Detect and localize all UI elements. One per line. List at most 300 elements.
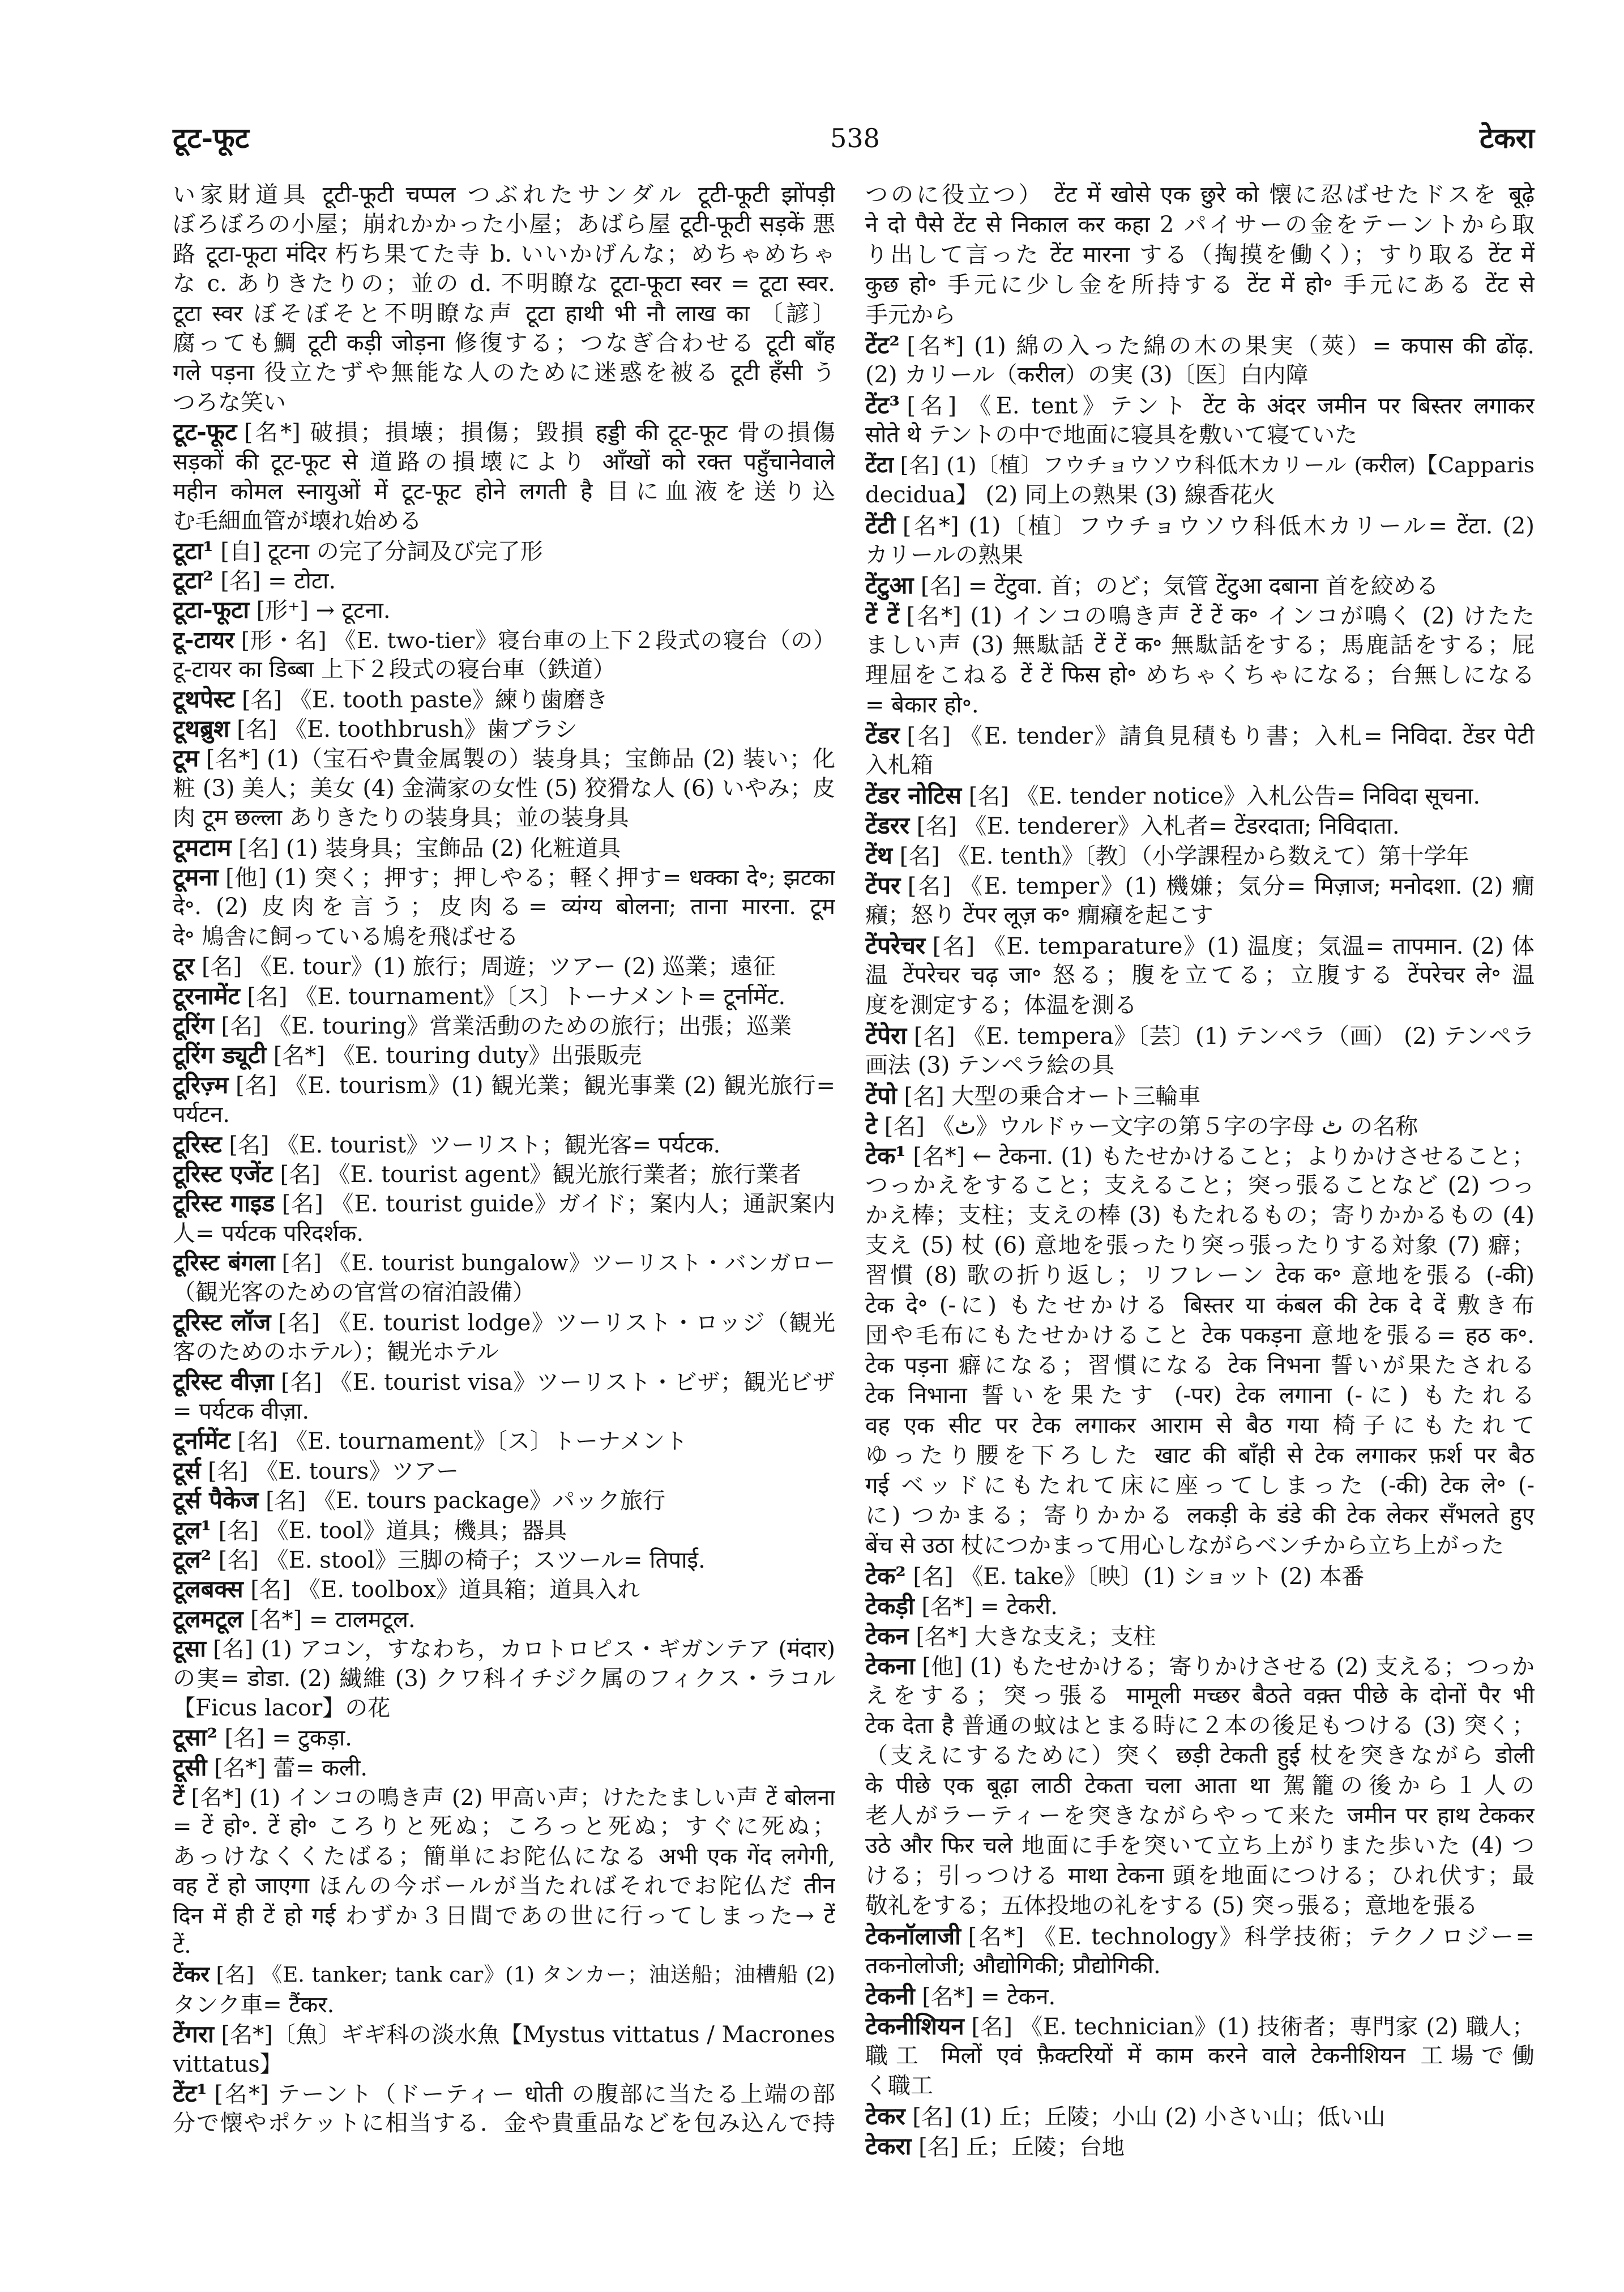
entry-line: [865, 1831, 1535, 1861]
entry-line: [865, 660, 1535, 690]
dictionary-entry: [865, 1021, 1535, 1081]
dictionary-entry: [865, 1651, 1535, 1921]
entry-text: [自] टूटना の完了分詞及び完了形: [220, 538, 543, 565]
entry-line: [865, 1681, 1535, 1711]
entry-line: [173, 655, 835, 684]
entry-line: [173, 1278, 835, 1307]
dictionary-entry: [865, 2131, 1535, 2161]
entry-line: [865, 1531, 1535, 1561]
dictionary-entry: [865, 1561, 1535, 1591]
entry-text: [名*] 《E. technology》科学技術；テクノロジー=: [968, 1924, 1535, 1950]
entry-line: [173, 1130, 835, 1159]
entry-line: [173, 299, 835, 328]
entry-text: 粧 (3) 美人；美女 (4) 金満家の女性 (5) 狡猾な人 (6) いやみ；皮: [173, 775, 835, 801]
entry-line: [865, 1051, 1535, 1081]
entry-line: [865, 390, 1535, 420]
entry-line: [865, 1711, 1535, 1741]
entry-line: [865, 1021, 1535, 1051]
entry-line: [865, 690, 1535, 720]
entry-text: ましい声 (3) 無駄話 टें टें क॰ 無駄話をする；馬鹿話をする；屁: [865, 632, 1535, 658]
entry-text: 客のためのホテル）；観光ホテル: [173, 1339, 499, 1365]
entry-text: ける；引っつける माथा टेकना 頭を地面につける；ひれ伏す；最: [865, 1863, 1535, 1889]
entry-line: [865, 1231, 1535, 1261]
dictionary-entry: [865, 810, 1535, 840]
entry-text: [名] 大型の乗合オート三輪車: [904, 1083, 1201, 1109]
entry-text: महीन कोमल स्नायुओं में टूट-फूट होने लगती है 目に血液を送り込: [173, 478, 835, 505]
entry-text: 職工 मिलों एवं फ़ैक्टरियों में काम करने वाले टेकनीशियन 工場で働: [865, 2043, 1535, 2069]
headword: टेकनी: [865, 1982, 915, 2010]
dictionary-entry: [865, 570, 1535, 600]
entry-text: = बेकार हो॰.: [865, 692, 979, 718]
entry-text: 度を測定する；体温を測る: [865, 992, 1137, 1018]
dictionary-entry: [865, 720, 1535, 780]
entry-line: [173, 566, 835, 595]
dictionary-entry: [865, 1621, 1535, 1651]
dictionary-entry: [865, 1591, 1535, 1621]
headword: टूम: [173, 744, 199, 772]
dictionary-entry: [173, 1545, 835, 1574]
entry-text: えをする；突っ張る मामूली मच्छर बैठते वक़्त पीछे के दोनों पैर भी: [865, 1683, 1535, 1709]
headword: टेंपरेचर: [865, 932, 926, 959]
page-number: 538: [830, 123, 880, 153]
entry-text: [名] 《E. toothbrush》歯ブラシ: [237, 716, 578, 743]
dictionary-entry: [173, 1456, 835, 1486]
entry-text: [名] 《ٹ》ウルドゥー文字の第５字の字母 ٹ の名称: [884, 1113, 1418, 1139]
entry-line: [865, 1651, 1535, 1681]
entry-text: उठे और फिर चले 地面に手を突いて立ち上がりまた歩いた (4) つ: [865, 1833, 1535, 1859]
dictionary-entry: [173, 1574, 835, 1604]
headword: टेंडरर: [865, 812, 909, 839]
headword: टेकड़ी: [865, 1592, 914, 1620]
headword: टूट-फूट: [173, 418, 237, 446]
entry-line: [173, 240, 835, 269]
entry-text: [他] (1) 突く；押す；押しやる；軽く押す= धक्का दे॰; झटका: [225, 864, 835, 891]
entry-text: あっけなくくたばる；簡単にお陀仏になる अभी एक गेंद लगेगी,: [173, 1843, 835, 1870]
entry-line: [865, 180, 1535, 210]
entry-text: タンク車= टैंकर.: [173, 1991, 335, 2018]
dictionary-entry: [865, 931, 1535, 1021]
entry-text: の実= डोडा. (2) 繊維 (3) クワ科イチジク属のフィクス・ラコル: [173, 1665, 835, 1692]
dictionary-entry: [173, 1634, 835, 1723]
headword: टूल²: [173, 1545, 212, 1573]
entry-text: [名] 《E. technician》(1) 技術者；専門家 (2) 職人；: [971, 2014, 1535, 2040]
headword: टेंटी: [865, 511, 896, 539]
entry-text: （支えにするために）突く छड़ी टेकती हुई 杖を突きながら डोली: [865, 1743, 1535, 1769]
entry-line: [173, 1842, 835, 1871]
headword: टेकर: [865, 2102, 905, 2130]
headword: टूरिंग ड्यूटी: [173, 1041, 267, 1069]
entry-text: गले पड़ना 役立たずや無能な人のために迷惑を被る टूटी हँसी う: [173, 360, 835, 386]
dictionary-entry: [865, 870, 1535, 931]
entry-line: [865, 1111, 1535, 1141]
entry-line: [173, 892, 835, 921]
entry-text: 習慣 (8) 歌の折り返し；リフレーン टेक क॰ 意地を張る (-की): [865, 1262, 1535, 1288]
entry-line: [173, 1426, 835, 1456]
headword: टूमटाम: [173, 833, 232, 861]
headword: टूसा²: [173, 1723, 217, 1752]
entry-line: [173, 803, 835, 833]
entry-text: [名] 《E. tourist visa》ツーリスト・ビザ；観光ビザ: [280, 1369, 835, 1395]
entry-line: [865, 1921, 1535, 1951]
entry-text: [名] 《E. tour》(1) 旅行；周遊；ツアー (2) 巡業；遠征: [201, 954, 776, 980]
entry-line: [173, 1901, 835, 1931]
entry-text: गई ベッドにもたれて床に座ってしまった (-की) टेक ले॰ (-: [865, 1472, 1535, 1499]
entry-line: [173, 210, 835, 239]
dictionary-entry: [173, 714, 835, 744]
entry-line: [173, 625, 835, 655]
dictionary-entry: [173, 863, 835, 951]
entry-text: [名*] ← टेकना. (1) もたせかけること；よりかけさせること；: [913, 1143, 1535, 1170]
entry-line: [173, 2079, 835, 2109]
entry-text: [形・名] 《E. two-tier》寝台車の上下２段式の寝台（の）: [241, 628, 835, 654]
dictionary-entry: [865, 390, 1535, 450]
headword: टेकनॉलाजी: [865, 1922, 961, 1950]
entry-line: [173, 1337, 835, 1367]
dictionary-entry: [865, 1141, 1535, 1561]
dictionary-entry: [173, 595, 835, 625]
entry-text: [名] (1) 丘；丘陵；小山 (2) 小さい山；低い山: [912, 2104, 1386, 2130]
entry-text: 入札箱: [865, 752, 933, 778]
entry-line: [865, 1381, 1535, 1411]
entry-line: [865, 630, 1535, 660]
headword: टूटा¹: [173, 536, 213, 565]
entry-line: [173, 1723, 835, 1752]
dictionary-entry: [173, 1604, 835, 1634]
headword: टेंटुआ: [865, 571, 914, 599]
entry-text: [名] 《E. tender notice》入札公告= निविदा सूचना.: [968, 783, 1481, 809]
entry-line: [865, 210, 1535, 240]
entry-text: दिन में ही टें हो गई わずか３日間であの世に行ってしまった→ टें: [173, 1902, 835, 1929]
dictionary-entry: [173, 180, 835, 417]
entry-text: [名] 《E. temper》(1) 機嫌；気分= मिज़ाज; मनोदशा. (2) 癇: [907, 873, 1535, 899]
entry-line: [865, 840, 1535, 870]
dictionary-entry: [173, 833, 835, 863]
entry-line: [865, 1321, 1535, 1351]
entry-text: [名*] (1) インコの鳴き声 टें टें क॰ インコが鳴く (2) けたた: [906, 603, 1535, 629]
running-head-left: टूट-फूट: [173, 121, 249, 155]
entry-line: [173, 744, 835, 773]
entry-line: [865, 931, 1535, 961]
headword: टूर्नामेंट: [173, 1427, 230, 1455]
dictionary-entry: [173, 2079, 835, 2139]
entry-text: पर्यटन.: [173, 1102, 230, 1128]
entry-line: [173, 951, 835, 981]
headword: टूथपेस्ट: [173, 685, 235, 713]
entry-text: [名] 《E. tourist guide》ガイド；案内人；通訳案内: [281, 1191, 835, 1218]
entry-line: [173, 388, 835, 417]
dictionary-entry: [173, 981, 835, 1011]
entry-line: [173, 447, 835, 477]
entry-line: [173, 1248, 835, 1278]
entry-text: [名*] = टेकन.: [922, 1984, 1056, 2010]
entry-text: 老人がラーティーを突きながらやって来た जमीन पर हाथ टेककर: [865, 1803, 1535, 1829]
entry-text: 温 टेंपरेचर चढ़ जा॰ 怒る；腹を立てる；立腹する टेंपरेचर ले॰ 温: [865, 962, 1535, 988]
entry-line: [865, 540, 1535, 570]
entry-text: [名] 《E. touring》営業活動のための旅行；出張；巡業: [221, 1013, 792, 1039]
dictionary-entry: [173, 1130, 835, 1159]
dictionary-entry: [173, 625, 835, 685]
entry-line: [865, 1411, 1535, 1441]
entry-text: टेक देता है 普通の蚊はとまる時に２本の後足もつける (3) 突く；: [865, 1713, 1535, 1739]
headword: टूलबक्स: [173, 1575, 243, 1603]
headword: टेक¹: [865, 1142, 906, 1170]
entry-line: [865, 870, 1535, 900]
entry-text: [名] = टेंटुवा. 首；のど；気管 टेंटुआ दबाना 首を絞める: [920, 573, 1439, 599]
entry-line: [173, 1040, 835, 1070]
entry-text: [名] 《E. tourist》ツーリスト；観光客= पर्यटक.: [229, 1132, 721, 1158]
dictionary-entry: [865, 330, 1535, 390]
entry-text: [名] (1) 装身具；宝飾品 (2) 化粧道具: [238, 835, 621, 861]
entry-line: [865, 780, 1535, 810]
entry-text: टेक निभाना 誓いを果たす (-पर) टेक लगाना (-に) もたれる: [865, 1382, 1535, 1409]
entry-line: [173, 1931, 835, 1960]
entry-text: 腐っても鯛 टूटी कड़ी जोड़ना 修復する；つなぎ合わせる टूटी बाँह: [173, 330, 835, 356]
entry-line: [173, 1871, 835, 1901]
entry-text: く職工: [865, 2073, 933, 2099]
entry-text: ぼろぼろの小屋；崩れかかった小屋；あばら屋 टूटी-फूटी सड़कें 悪: [173, 211, 835, 238]
entry-text: 理屈をこねる टें टें फिस हो॰ めちゃくちゃになる；台無しになる: [865, 662, 1535, 688]
entry-line: [173, 774, 835, 803]
entry-line: [865, 240, 1535, 270]
entry-text: い家財道具 टूटी-फूटी चप्पल つぶれたサンダル टूटी-फूटी झोंपड़ी: [173, 182, 835, 208]
entry-line: [173, 685, 835, 714]
headword: टेंथ: [865, 842, 893, 869]
entry-line: [173, 1604, 835, 1634]
dictionary-entry: [865, 2101, 1535, 2131]
entry-line: [865, 1471, 1535, 1501]
entry-line: [173, 1100, 835, 1129]
entry-text: (2) カリール（करील）の実 (3)〔医〕白内障: [865, 362, 1309, 388]
dictionary-entry: [173, 951, 835, 981]
entry-text: [名] 《E. tent》テント टेंट के अंदर जमीन पर बिस्तर लगाकर: [907, 393, 1535, 419]
entry-text: [名*] 蕾= कली.: [214, 1755, 368, 1781]
entry-text: り出して言った टेंट मारना する（掏摸を働く）；すり取る टेंट में: [865, 242, 1535, 268]
entry-line: [173, 1960, 835, 1990]
headword: टेंपो: [865, 1082, 897, 1109]
headword: टूरिस्ट: [173, 1130, 222, 1158]
dictionary-entry: [173, 566, 835, 595]
entry-line: [173, 1397, 835, 1426]
dictionary-entry: [173, 1486, 835, 1515]
dictionary-entry: [865, 600, 1535, 720]
entry-line: [173, 180, 835, 210]
entry-line: [865, 1891, 1535, 1921]
entry-line: [173, 1189, 835, 1218]
entry-text: [名] 《E. toolbox》道具箱；道具入れ: [250, 1577, 640, 1603]
entry-text: 手元から: [865, 302, 956, 328]
entry-line: [865, 270, 1535, 300]
entry-text: 支え (5) 杖 (6) 意地を張ったり突っ張ったりする対象 (7) 癖；: [865, 1232, 1535, 1258]
entry-text: [名] 《E. temparature》(1) 温度；気温= तापमान. (2) 体: [932, 933, 1535, 959]
entry-line: [173, 1219, 835, 1248]
entry-line: [173, 1308, 835, 1337]
entry-line: [865, 1141, 1535, 1171]
entry-text: かえ棒；支柱；支えの棒 (3) もたれるもの；寄りかかるもの (4): [865, 1202, 1535, 1228]
entry-text: 分で懐やポケットに相当する．金や貴重品などを包み込んで持: [173, 2110, 835, 2137]
headword: टेंडर: [865, 722, 900, 749]
entry-line: [173, 2109, 835, 2138]
entry-text: [名*]〔魚〕ギギ科の淡水魚【Mystus vittatus / Macrones: [221, 2022, 835, 2048]
entry-line: [173, 1070, 835, 1100]
dictionary-entry: [173, 536, 835, 566]
headword: टेंट³: [865, 391, 900, 419]
entry-line: [173, 595, 835, 625]
entry-text: つろな笑い: [173, 389, 286, 416]
column-right: [865, 180, 1535, 2174]
entry-line: [865, 900, 1535, 931]
entry-text: [名] 《E. tours package》パック旅行: [266, 1488, 666, 1514]
entry-line: [865, 1621, 1535, 1651]
entry-text: 【Ficus lacor】の花: [173, 1695, 391, 1721]
dictionary-entry: [173, 1753, 835, 1782]
headword: टें: [173, 1783, 185, 1811]
entry-text: [名*] = टेकरी.: [921, 1594, 1058, 1620]
entry-text: = टें हो॰. टें हो॰ ころりと死ぬ；ころっと死ぬ；すぐに死ぬ；: [173, 1813, 835, 1840]
entry-line: [173, 922, 835, 951]
dictionary-entry: [173, 1426, 835, 1456]
entry-text: सोते थे テントの中で地面に寝具を敷いて寝ていた: [865, 422, 1358, 448]
entry-text: [名] = टुकड़ा.: [224, 1725, 352, 1752]
entry-line: [173, 1456, 835, 1486]
entry-text: टेक पड़ना 癖になる；習慣になる टेक निभना 誓いが果たされる: [865, 1352, 1535, 1378]
entry-text: [名] 《E. tool》道具；機具；器具: [218, 1517, 567, 1544]
entry-text: （観光客のための官営の宿泊設備）: [173, 1279, 535, 1306]
entry-text: な c. ありきたりの；並の d. 不明瞭な टूटा-फूटा स्वर = टूटा स्वर.: [173, 271, 835, 297]
entry-text: に) つかまる；寄りかかる लकड़ी के डंडे की टेक लेकर सँभलते हुए: [865, 1503, 1535, 1529]
entry-text: 路 टूटा-फूटा मंदिर 朽ち果てた寺 b. いいかげんな；めちゃめちゃ: [173, 241, 835, 267]
entry-text: 団や毛布にもたせかけること टेक पकड़ना 意地を張る= हठ क॰.: [865, 1322, 1535, 1348]
entry-line: [865, 360, 1535, 390]
entry-line: [173, 1664, 835, 1693]
entry-text: टू-टायर का डिब्बा 上下２段式の寝台車（鉄道）: [173, 656, 616, 683]
entry-line: [865, 510, 1535, 540]
headword: टेंपेरा: [865, 1022, 907, 1049]
entry-text: [名*] (1) インコの鳴き声 (2) 甲高い声；けたたましい声 टें बोलना: [191, 1785, 835, 1811]
headword: टूल¹: [173, 1516, 212, 1544]
dictionary-entry: [173, 1782, 835, 1960]
entry-line: [173, 536, 835, 566]
headword: टेंट¹: [173, 2080, 207, 2107]
entry-text: [名] 丘；丘陵；台地: [918, 2134, 1125, 2160]
entry-line: [865, 2011, 1535, 2041]
entry-line: [865, 480, 1535, 510]
dictionary-entry: [865, 510, 1535, 570]
entry-text: [名*] (1) 綿の入った綿の木の果実（莢）= कपास की ढोंढ़.: [907, 333, 1535, 359]
headword: टें टें: [865, 601, 899, 629]
headword: टूरनामेंट: [173, 981, 240, 1010]
entry-line: [865, 1861, 1535, 1891]
dictionary-entry: [173, 1723, 835, 1752]
headword: टूरिस्ट वीज़ा: [173, 1367, 274, 1395]
headword: टेंपर: [865, 872, 901, 899]
dictionary-entry: [865, 180, 1535, 330]
entry-line: [173, 1159, 835, 1189]
headword: टूरिस्ट गाइड: [173, 1189, 275, 1218]
dictionary-entry: [173, 1070, 835, 1130]
entry-text: [名*] テーント（ドーティー धोती の腹部に当たる上端の部: [214, 2081, 835, 2107]
entry-text: तकनोलोजी; औद्योगिकी; प्रौद्योगिकी.: [865, 1953, 1161, 1979]
entry-line: [865, 420, 1535, 450]
entry-line: [865, 330, 1535, 360]
entry-text: [名] 《E. tours》ツアー: [208, 1458, 459, 1484]
entry-line: [865, 450, 1535, 480]
headword: टे: [865, 1112, 878, 1139]
entry-line: [865, 1291, 1535, 1321]
entry-text: वह टें हो जाएगा ほんの今ボールが当たればそれでお陀仏だ तीन: [173, 1873, 835, 1900]
dictionary-entry: [865, 1081, 1535, 1111]
entry-line: [865, 1801, 1535, 1831]
entry-text: ने दो पैसे टेंट से निकाल कर कहा 2 パイサーの金をテーントから取: [865, 212, 1535, 238]
entry-text: [名] 《E. tender》請負見積もり書；入札= निविदा. टेंडर पेटी: [907, 723, 1535, 749]
running-head-right: टेकरा: [1480, 121, 1535, 155]
entry-text: カリールの熟果: [865, 542, 1024, 568]
entry-line: [865, 810, 1535, 840]
headword: टूटा²: [173, 566, 213, 595]
headword: टेकना: [865, 1652, 915, 1680]
headword: टेकन: [865, 1622, 909, 1650]
entry-text: [名] (1) アコン，すなわち，カロトロピス・ギガンテア (मंदार): [213, 1637, 835, 1663]
headword: टेकरा: [865, 2132, 912, 2160]
entry-text: vittatus】: [173, 2051, 283, 2077]
entry-line: [173, 477, 835, 506]
headword: टूर: [173, 952, 195, 980]
entry-text: टेक दे॰ (-に) もたせかける बिस्तर या कंबल की टेक दे दें 敷き布: [865, 1292, 1535, 1318]
entry-text: 敬礼をする；五体投地の礼をする (5) 突っ張る；意地を張る: [865, 1893, 1478, 1919]
entry-text: टूटा स्वर ぼそぼそと不明瞭な声 टूटा हाथी भी नौ लाख का 〔諺〕: [173, 300, 835, 327]
entry-line: [865, 1951, 1535, 1981]
entry-line: [865, 991, 1535, 1021]
entry-line: [865, 2131, 1535, 2161]
entry-line: [173, 1545, 835, 1574]
headword: टेंगरा: [173, 2020, 214, 2048]
entry-line: [173, 328, 835, 358]
headword: टूसी: [173, 1753, 207, 1781]
entry-line: [173, 506, 835, 536]
headword: टेकनीशियन: [865, 2012, 964, 2040]
entry-line: [865, 1561, 1535, 1591]
headword: टूलमटूल: [173, 1604, 243, 1633]
entry-text: [名*] 大きな支え；支柱: [916, 1624, 1156, 1650]
entry-line: [865, 1171, 1535, 1201]
headword: टू-टायर: [173, 626, 234, 654]
entry-text: [名] 《E. tourist lodge》ツーリスト・ロッジ（観光: [277, 1309, 835, 1336]
entry-line: [173, 1812, 835, 1841]
dictionary-entry: [173, 2020, 835, 2079]
entry-text: [名*] = टालमटूल.: [250, 1606, 416, 1633]
dictionary-entry: [173, 1367, 835, 1427]
entry-text: む毛細血管が壊れ始める: [173, 508, 422, 535]
entry-text: [名*] 破損；損壊；損傷；毀損 हड्डी की टूट-फूट 骨の損傷: [243, 420, 835, 446]
dictionary-entry: [865, 450, 1535, 510]
headword: टूरिज़्म: [173, 1070, 229, 1099]
entry-line: [173, 1693, 835, 1723]
entry-text: [名*] (1)〔植〕フウチョウソウ科低木カリール= टेंटा. (2): [902, 513, 1535, 539]
entry-text: decidua】 (2) 同上の熟果 (3) 線香花火: [865, 482, 1275, 508]
entry-line: [865, 750, 1535, 780]
entry-text: [名] 《E. tournament》〔ス〕トーナメント= टूर्नामेंट.: [247, 983, 786, 1010]
entry-text: [名] = टोटा.: [220, 568, 336, 595]
entry-text: बेंच से उठा 杖につかまって用心しながらベンチから立ち上がった: [865, 1533, 1505, 1559]
headword: टूसा: [173, 1635, 206, 1663]
entry-line: [865, 1441, 1535, 1471]
entry-text: दे॰ 鳩舎に飼っている鳩を飛ばせる: [173, 923, 519, 950]
entry-text: [名*] 《E. touring duty》出張販売: [273, 1043, 642, 1069]
dictionary-entry: [173, 1248, 835, 1308]
dictionary-entry: [173, 1960, 835, 2020]
entry-line: [173, 1486, 835, 1515]
entry-text: [名*] (1)（宝石や貴金属製の）装身具；宝飾品 (2) 装い；化: [206, 746, 835, 772]
dictionary-entry: [865, 840, 1535, 870]
